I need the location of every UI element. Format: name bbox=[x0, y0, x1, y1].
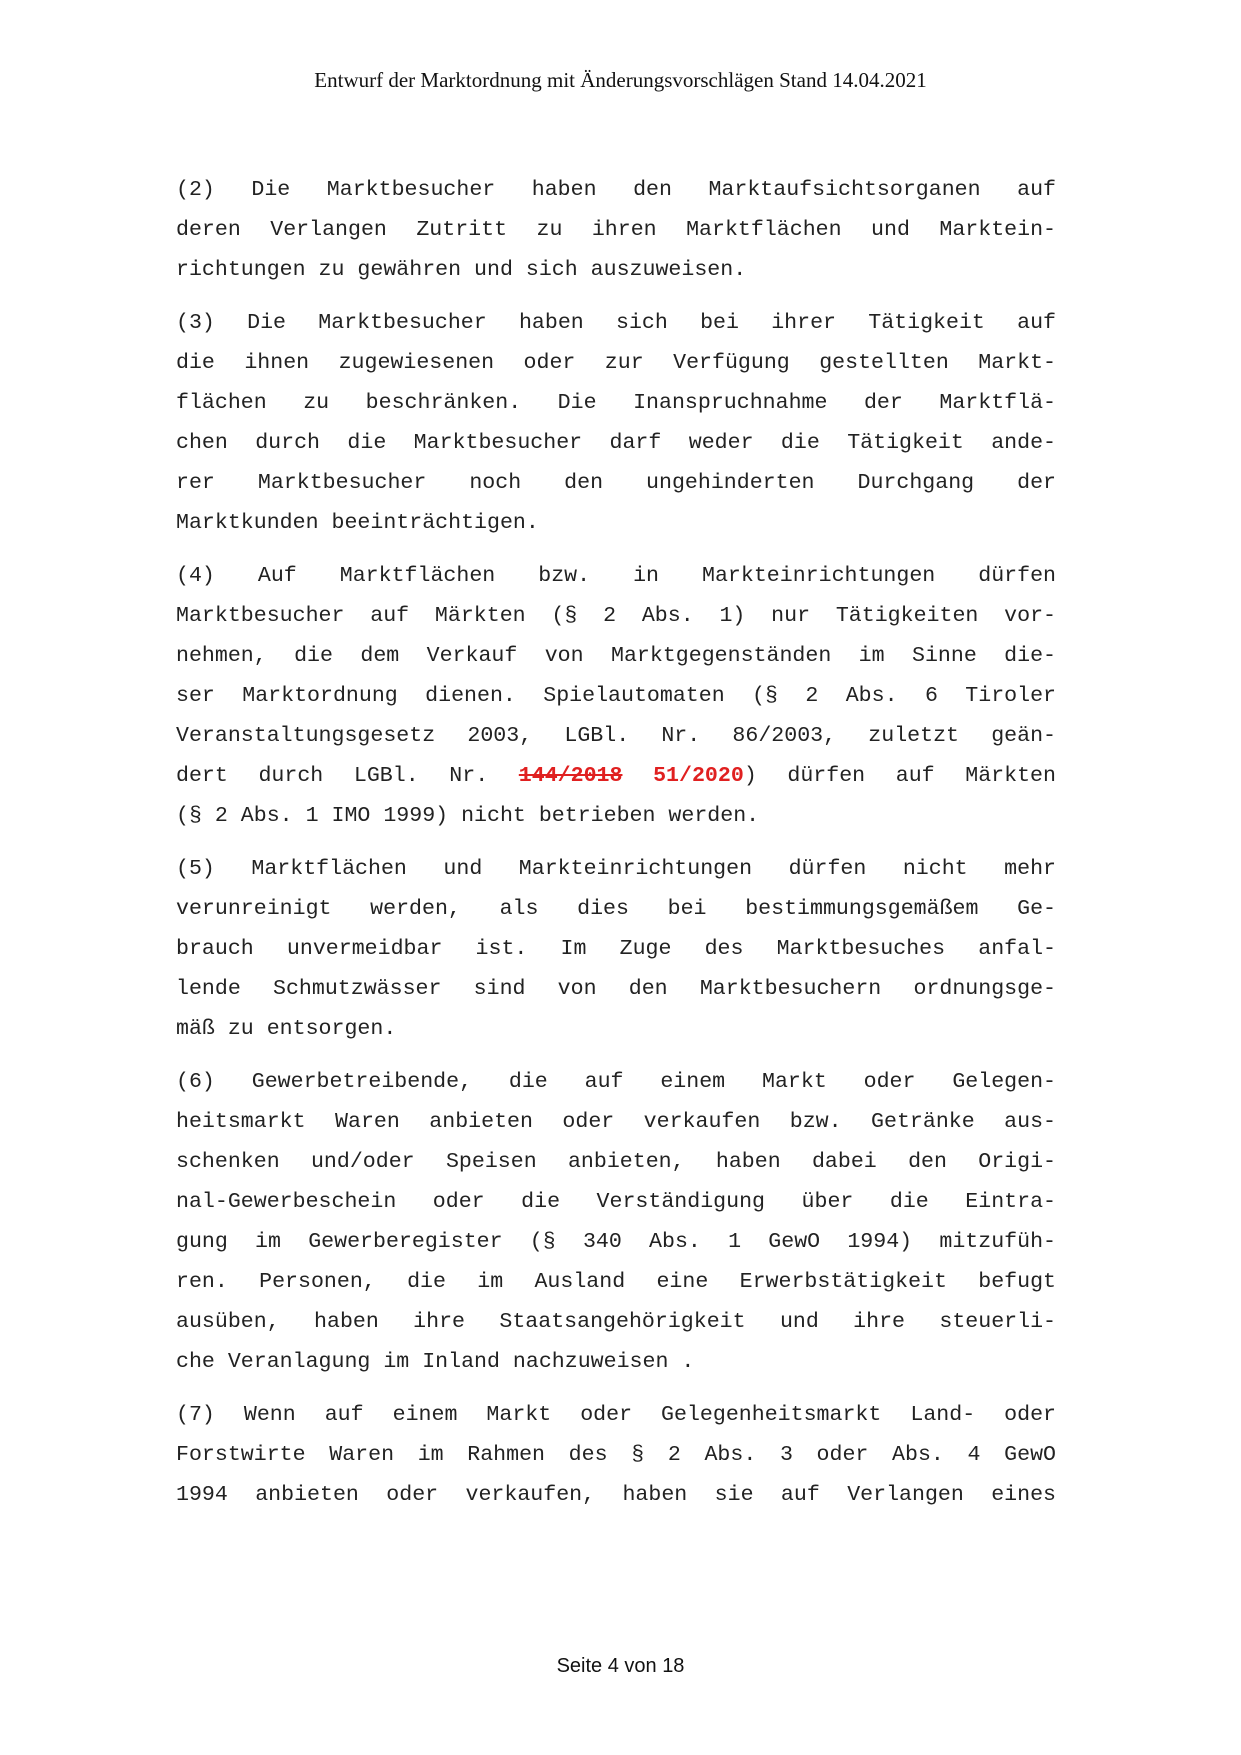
text-line: ser Marktordnung dienen. Spielautomaten (§ 2 Abs. 6 Tiroler bbox=[176, 684, 1056, 708]
paragraph-4 bbox=[176, 556, 1056, 836]
text-line: nehmen, die dem Verkauf von Marktgegenständen im Sinne die- bbox=[176, 644, 1056, 668]
text-line: (5) Marktflächen und Markteinrichtungen dürfen nicht mehr bbox=[176, 857, 1056, 881]
text-line: flächen zu beschränken. Die Inanspruchnahme der Marktflä- bbox=[176, 391, 1056, 415]
paragraph-6 bbox=[176, 1062, 1056, 1382]
text-line: Marktkunden beeinträchtigen. bbox=[176, 511, 539, 535]
text-line: (2) Die Marktbesucher haben den Marktaufsichtsorganen auf bbox=[176, 178, 1056, 202]
text-line: lende Schmutzwässer sind von den Marktbesuchern ordnungsge- bbox=[176, 977, 1056, 1001]
text-line: schenken und/oder Speisen anbieten, haben dabei den Origi- bbox=[176, 1150, 1056, 1174]
text-line: ausüben, haben ihre Staatsangehörigkeit und ihre steuerli- bbox=[176, 1310, 1056, 1334]
document-body bbox=[176, 170, 1056, 1528]
text-line: richtungen zu gewähren und sich auszuweisen. bbox=[176, 258, 747, 282]
text-line: brauch unvermeidbar ist. Im Zuge des Marktbesuches anfal- bbox=[176, 937, 1056, 961]
amended-line-after: ) dürfen auf Märkten bbox=[743, 764, 1056, 788]
text-line: (§ 2 Abs. 1 IMO 1999) nicht betrieben werden. bbox=[176, 804, 760, 828]
text-line: chen durch die Marktbesucher darf weder die Tätigkeit ande- bbox=[176, 431, 1056, 455]
page-header: Entwurf der Marktordnung mit Änderungsvorschlägen Stand 14.04.2021 bbox=[314, 68, 927, 92]
text-line: gung im Gewerberegister (§ 340 Abs. 1 GewO 1994) mitzufüh- bbox=[176, 1230, 1056, 1254]
text-line: ren. Personen, die im Ausland eine Erwerbstätigkeit befugt bbox=[176, 1270, 1056, 1294]
text-line: che Veranlagung im Inland nachzuweisen . bbox=[176, 1350, 695, 1374]
text-line: Veranstaltungsgesetz 2003, LGBl. Nr. 86/2003, zuletzt geän- bbox=[176, 724, 1056, 748]
text-line: nal-Gewerbeschein oder die Verständigung über die Eintra- bbox=[176, 1190, 1056, 1214]
text-line: 1994 anbieten oder verkaufen, haben sie auf Verlangen eines bbox=[176, 1483, 1056, 1507]
amended-text-line bbox=[176, 756, 1056, 796]
text-line: verunreinigt werden, als dies bei bestimmungsgemäßem Ge- bbox=[176, 897, 1056, 921]
paragraph-3 bbox=[176, 303, 1056, 543]
text-line: rer Marktbesucher noch den ungehinderten Durchgang der bbox=[176, 471, 1056, 495]
text-line: Marktbesucher auf Märkten (§ 2 Abs. 1) nur Tätigkeiten vor- bbox=[176, 604, 1056, 628]
text-line: mäß zu entsorgen. bbox=[176, 1017, 397, 1041]
page-number: Seite 4 von 18 bbox=[556, 1655, 685, 1677]
inserted-text: 51/2020 bbox=[653, 764, 744, 788]
amended-line-before: dert durch LGBl. Nr. bbox=[176, 764, 519, 788]
paragraph-2 bbox=[176, 170, 1056, 290]
text-line: (3) Die Marktbesucher haben sich bei ihrer Tätigkeit auf bbox=[176, 311, 1056, 335]
deleted-text: 144/2018 bbox=[518, 764, 623, 788]
text-line: (6) Gewerbetreibende, die auf einem Markt oder Gelegen- bbox=[176, 1070, 1056, 1094]
text-line: die ihnen zugewiesenen oder zur Verfügung gestellten Markt- bbox=[176, 351, 1056, 375]
text-line: (7) Wenn auf einem Markt oder Gelegenheitsmarkt Land- oder bbox=[176, 1403, 1056, 1427]
paragraph-7 bbox=[176, 1395, 1056, 1515]
text-line: (4) Auf Marktflächen bzw. in Markteinrichtungen dürfen bbox=[176, 564, 1056, 588]
text-line: deren Verlangen Zutritt zu ihren Marktflächen und Marktein- bbox=[176, 218, 1056, 242]
paragraph-5 bbox=[176, 849, 1056, 1049]
text-line: Forstwirte Waren im Rahmen des § 2 Abs. 3 oder Abs. 4 GewO bbox=[176, 1443, 1056, 1467]
text-line: heitsmarkt Waren anbieten oder verkaufen bzw. Getränke aus- bbox=[176, 1110, 1056, 1134]
